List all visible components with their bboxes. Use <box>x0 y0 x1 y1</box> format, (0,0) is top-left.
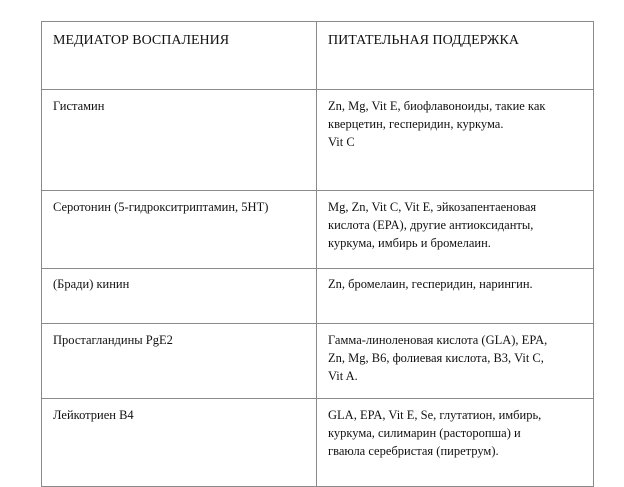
support-cell <box>317 90 594 191</box>
header-mediator <box>42 22 317 90</box>
mediator-text: Серотонин (5-гидрокситриптамин, 5HT) <box>53 200 269 214</box>
support-cell <box>317 324 594 399</box>
table-row <box>42 191 594 269</box>
mediator-cell <box>42 90 317 191</box>
mediator-text: (Бради) кинин <box>53 277 130 291</box>
table-row <box>42 90 594 191</box>
header-support <box>317 22 594 90</box>
mediator-cell <box>42 191 317 269</box>
mediator-cell <box>42 399 317 487</box>
mediator-cell <box>42 324 317 399</box>
support-text: Zn, Mg, Vit E, биофлавоноиды, такие как кверцетин, гесперидин, куркума. Vit C <box>328 99 546 149</box>
mediator-text: Лейкотриен B4 <box>53 408 134 422</box>
mediator-text: Простагландины PgE2 <box>53 333 173 347</box>
table-row <box>42 399 594 487</box>
table-row <box>42 269 594 324</box>
support-text: Гамма-линоленовая кислота (GLA), EPA, Zn, Mg, B6, фолиевая кислота, B3, Vit C, Vit A. <box>328 333 548 383</box>
mediator-text: Гистамин <box>53 99 105 113</box>
support-cell <box>317 191 594 269</box>
header-mediator-text: МЕДИАТОР ВОСПАЛЕНИЯ <box>53 33 230 48</box>
support-text: Zn, бромелаин, гесперидин, нарингин. <box>328 277 533 291</box>
table-header-row <box>42 22 594 90</box>
support-text: Mg, Zn, Vit C, Vit E, эйкозапентаеновая кислота (EPA), другие антиоксиданты, куркума, имбирь и бромелаин. <box>328 200 537 250</box>
mediator-cell <box>42 269 317 324</box>
support-cell <box>317 269 594 324</box>
header-support-text: ПИТАТЕЛЬНАЯ ПОДДЕРЖКА <box>328 33 519 48</box>
support-cell <box>317 399 594 487</box>
table-row <box>42 324 594 399</box>
mediator-support-table <box>41 21 594 487</box>
support-text: GLA, EPA, Vit E, Se, глутатион, имбирь, куркума, силимарин (расторопша) и гваюла серебристая (пиретрум). <box>328 408 542 458</box>
